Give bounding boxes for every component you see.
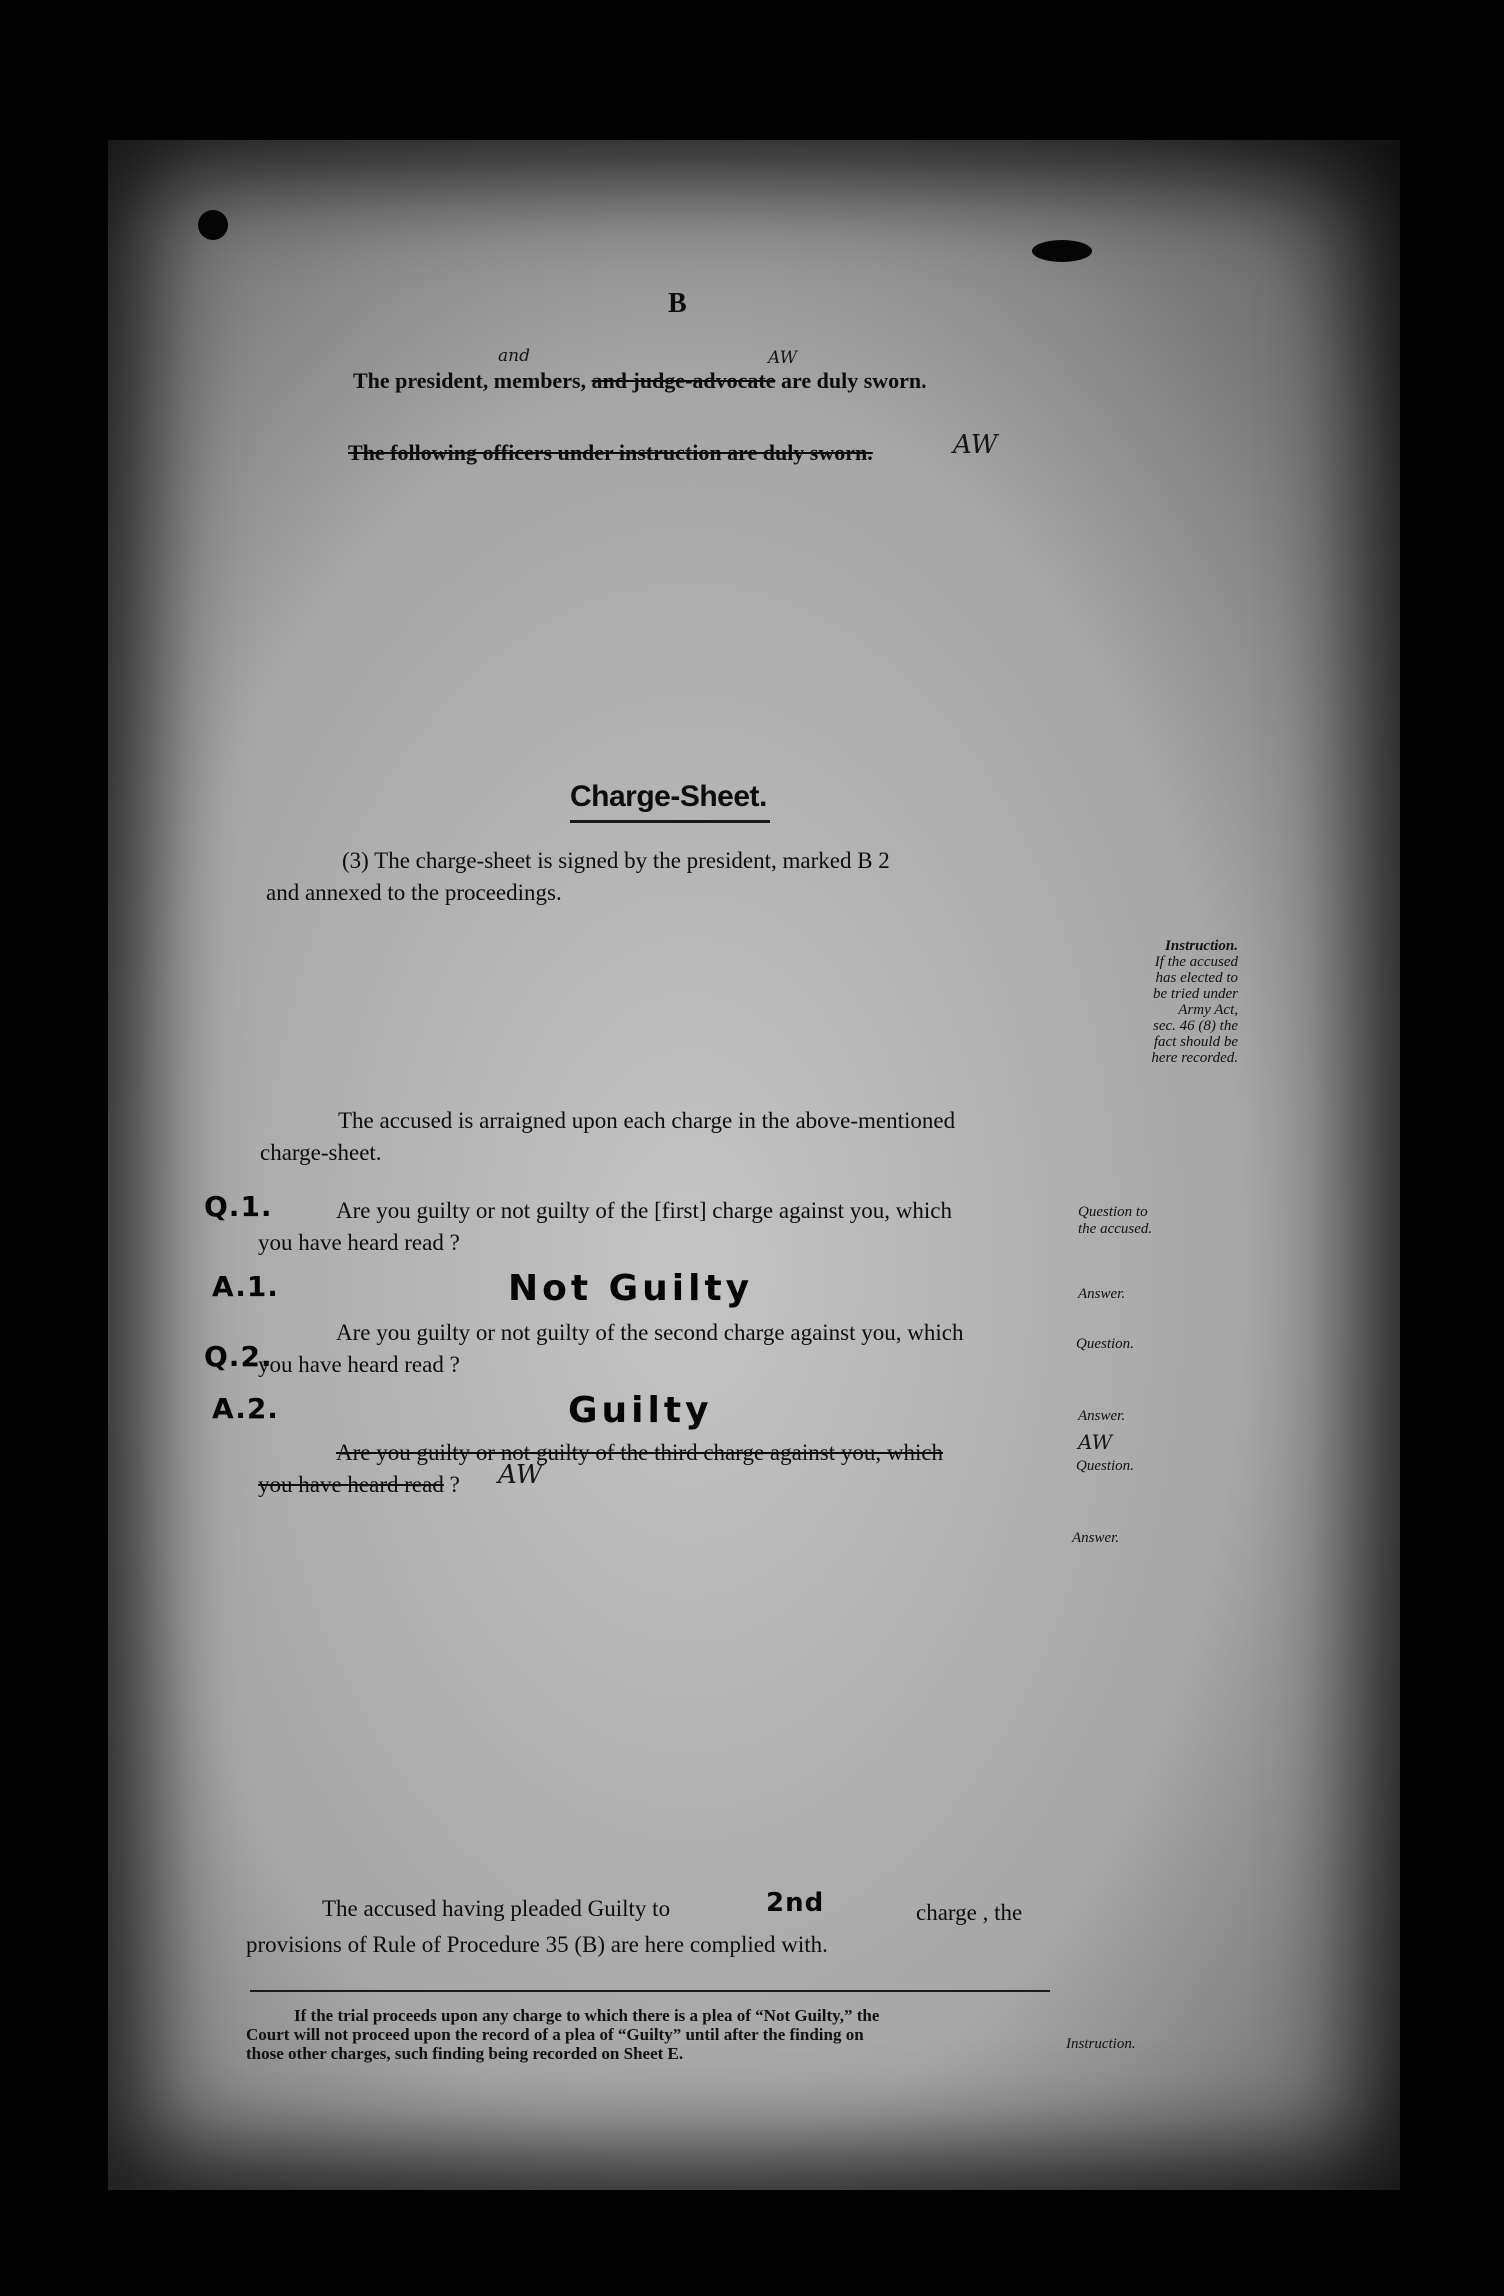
sheet-letter: B	[668, 288, 687, 319]
a1-handwritten-mark: A.1.	[212, 1270, 279, 1303]
arraign-line2: charge-sheet.	[260, 1140, 382, 1165]
instruction-note-line: Army Act,	[1178, 1002, 1238, 1018]
sworn-prefix: The president,	[353, 368, 489, 393]
arraign-line1: The accused is arraigned upon each charge in the above-mentioned	[338, 1108, 956, 1133]
answer-label: Answer.	[1078, 1286, 1126, 1302]
handwritten-initials: AW	[768, 348, 798, 368]
inserted-and-handwritten: and	[498, 346, 530, 366]
footnote-line: those other charges, such finding being recorded on Sheet E.	[246, 2044, 684, 2063]
q3-line1-struck: Are you guilty or not guilty of the third charge against you, which	[336, 1440, 944, 1465]
instruction-margin-note	[1078, 938, 1238, 1066]
a2-handwritten-mark: A.2.	[212, 1392, 279, 1425]
instruction-note-line: If the accused	[1154, 954, 1238, 970]
sworn-struck-text: and judge-advocate	[591, 368, 776, 393]
instruction-label: Instruction.	[1066, 2036, 1136, 2052]
sworn-suffix: are duly sworn.	[780, 368, 927, 393]
q3-line2-struck: you have heard read	[258, 1472, 444, 1497]
pleaded-handwritten-value: 2nd	[766, 1888, 825, 1918]
q3-question-mark: ?	[449, 1472, 460, 1497]
pleaded-line1-prefix: The accused having pleaded Guilty to	[322, 1896, 671, 1921]
instruction-note-line: be tried under	[1153, 986, 1238, 1002]
answer-label: Answer.	[1078, 1408, 1126, 1424]
ink-blot	[1032, 240, 1092, 262]
pleaded-line2: provisions of Rule of Procedure 35 (B) are here complied with.	[246, 1932, 828, 1957]
officers-struck-text: The following officers under instruction are duly sworn.	[348, 440, 873, 465]
q1-line2: you have heard read ?	[258, 1230, 460, 1255]
instruction-note-line: Instruction.	[1165, 938, 1238, 954]
question-to-accused-label	[1078, 1204, 1152, 1238]
document-page	[108, 140, 1400, 2190]
footnote-divider	[250, 1990, 1050, 1992]
answer-label: Answer.	[1072, 1530, 1120, 1546]
pleaded-line1-suffix: charge , the	[916, 1900, 1023, 1925]
question-label: Question.	[1076, 1336, 1134, 1352]
q1-line1: Are you guilty or not guilty of the [first] charge against you, which	[336, 1198, 952, 1223]
q3-line2	[258, 1472, 460, 1498]
handwritten-initials: AW	[1078, 1430, 1113, 1454]
handwritten-initials: AW	[498, 1460, 543, 1490]
sworn-members: members,	[493, 368, 587, 393]
instruction-note-line: sec. 46 (8) the	[1153, 1018, 1238, 1034]
a2-handwritten-answer: Guilty	[568, 1390, 713, 1431]
question-label: Question.	[1076, 1458, 1134, 1474]
footnote	[246, 2006, 879, 2063]
q2-handwritten-mark: Q.2.	[204, 1340, 273, 1373]
q2-line1: Are you guilty or not guilty of the second charge against you, which	[336, 1320, 964, 1345]
q1-handwritten-mark: Q.1.	[204, 1190, 273, 1223]
margin-label-line: the accused.	[1078, 1221, 1153, 1237]
instruction-note-line: has elected to	[1155, 970, 1238, 986]
sworn-line	[353, 368, 927, 394]
title-underline	[570, 820, 770, 823]
para3-line1: (3) The charge-sheet is signed by the president, marked B 2	[342, 848, 890, 873]
page-title: Charge-Sheet.	[570, 780, 767, 813]
handwritten-initials: AW	[953, 430, 998, 460]
para3-line2: and annexed to the proceedings.	[266, 880, 562, 905]
officers-line	[348, 440, 873, 466]
instruction-note-line: fact should be	[1153, 1034, 1238, 1050]
q2-line2: you have heard read ?	[258, 1352, 460, 1377]
footnote-line: Court will not proceed upon the record of a plea of “Guilty” until after the finding on	[246, 2025, 864, 2044]
instruction-note-line: here recorded.	[1151, 1050, 1238, 1066]
margin-label-line: Question to	[1078, 1204, 1148, 1220]
ink-blot	[198, 210, 228, 240]
footnote-line: If the trial proceeds upon any charge to which there is a plea of “Not Guilty,” the	[294, 2006, 880, 2025]
a1-handwritten-answer: Not Guilty	[508, 1268, 754, 1309]
